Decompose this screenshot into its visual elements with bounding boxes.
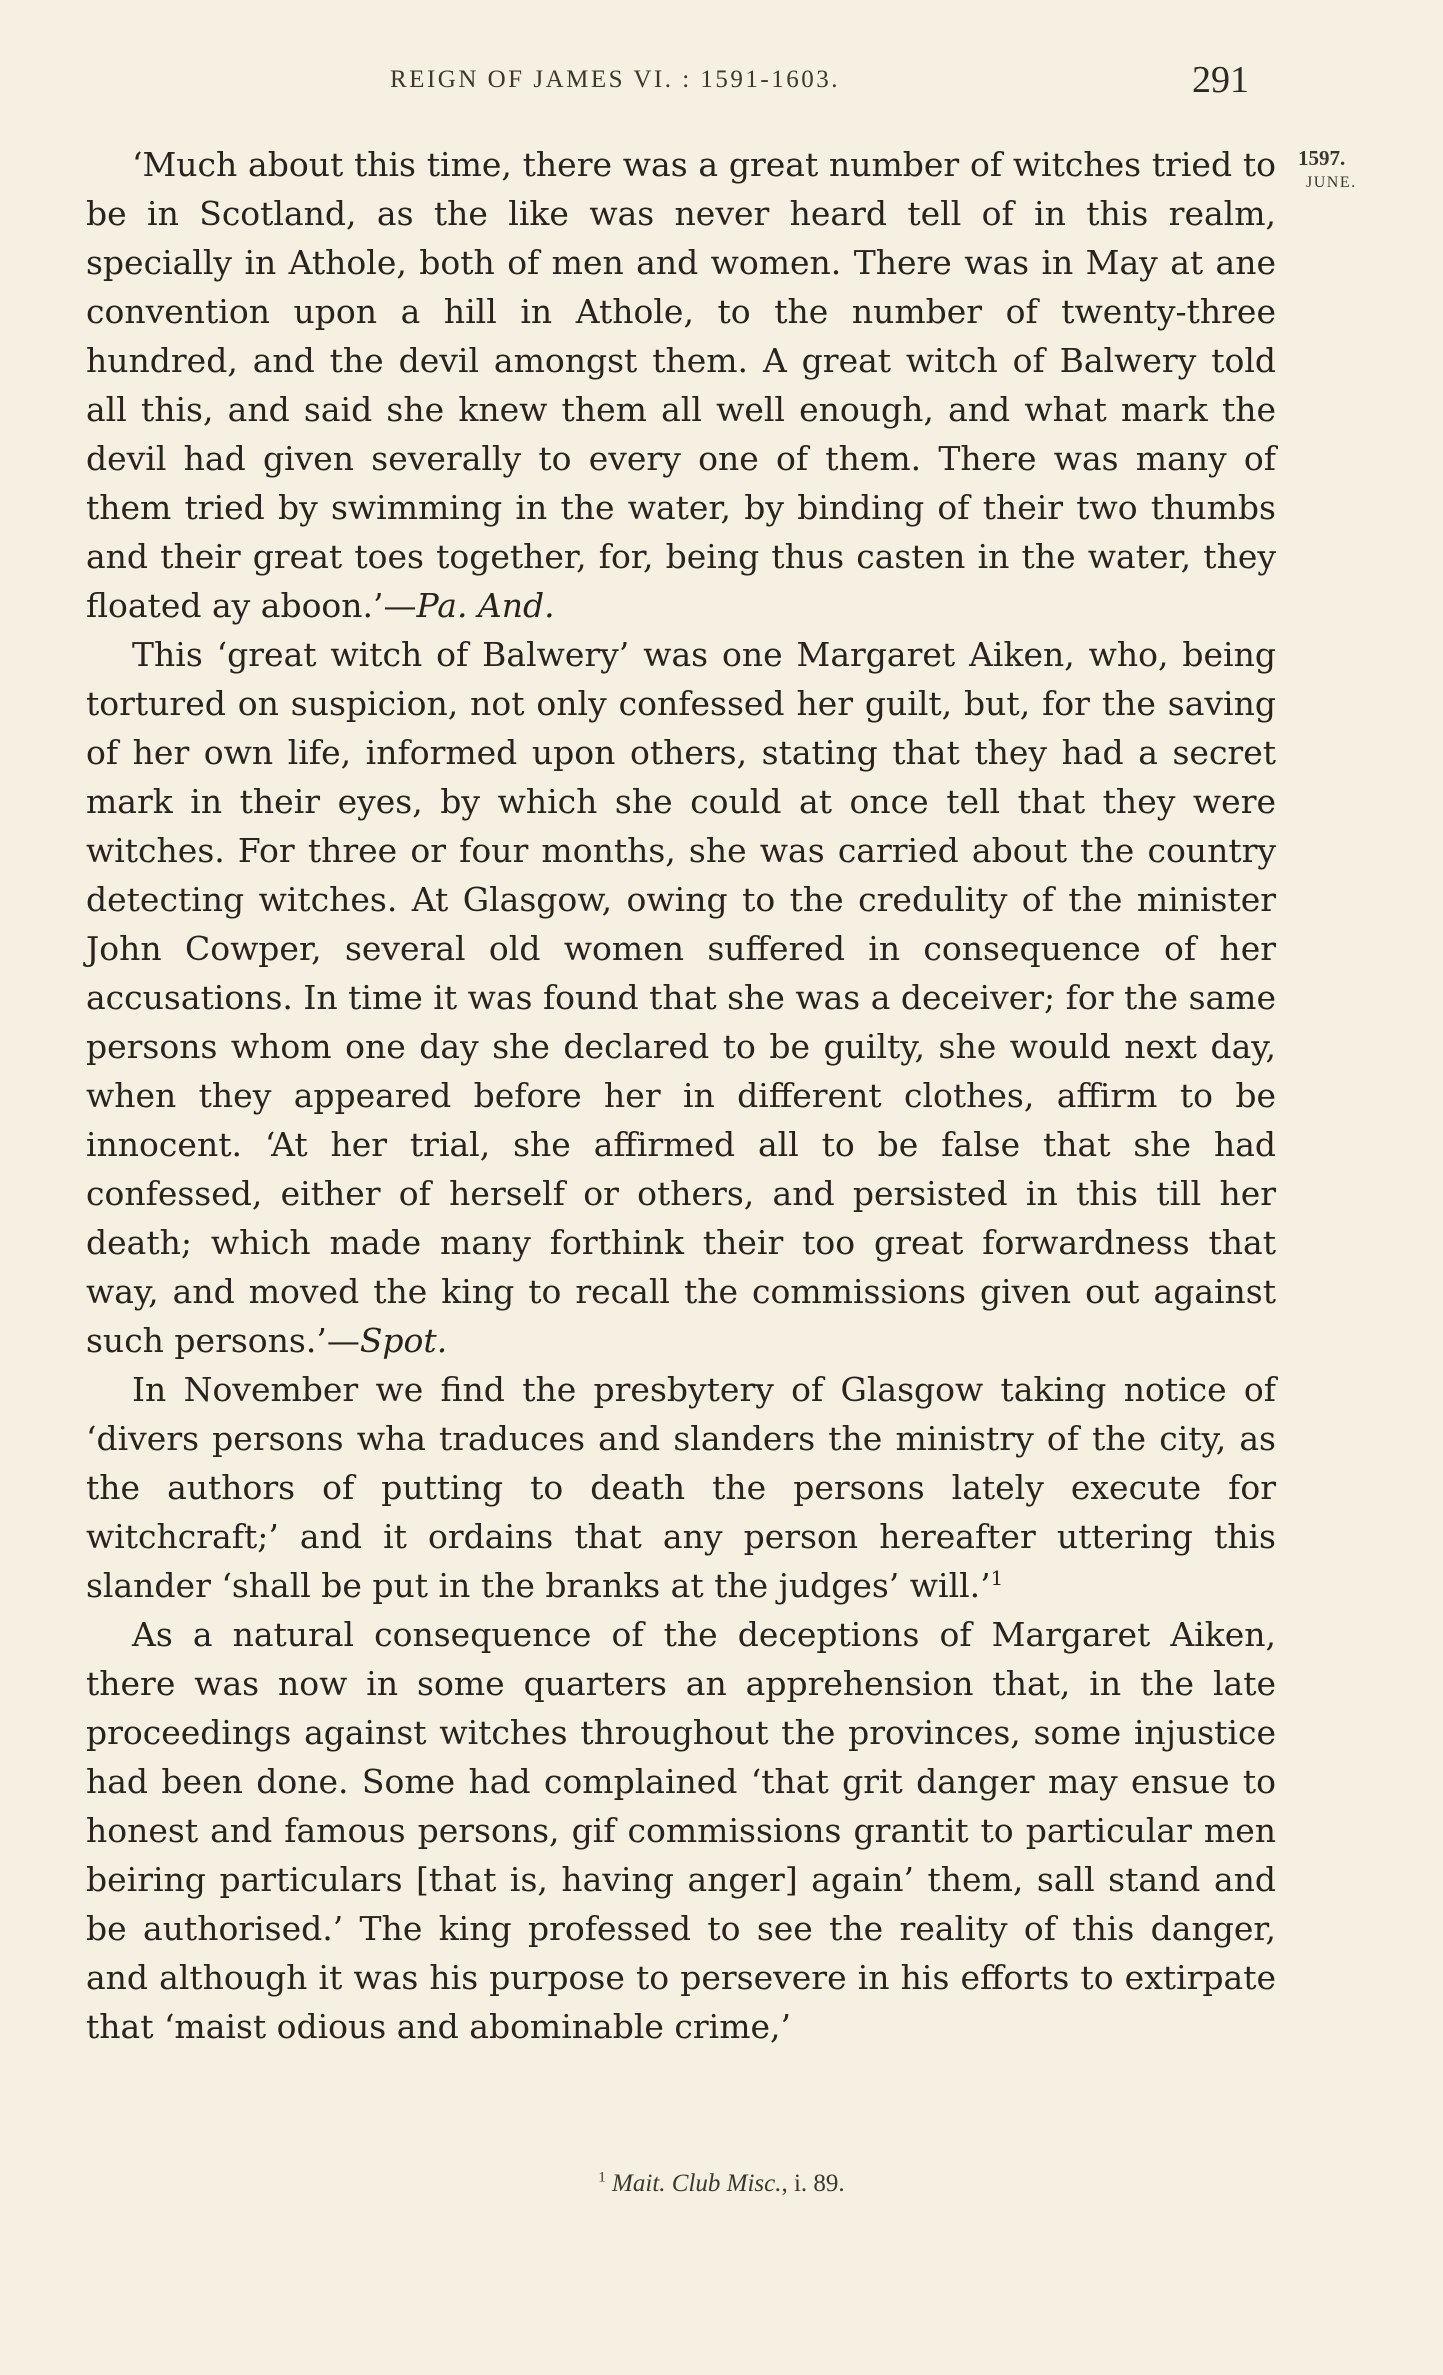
paragraph-text: In November we find the presbytery of Glasgow taking notice of ‘divers persons wha traduces and slanders the ministry of the city, as the authors of putting to death the persons lately execute for witchcraft;’ and it ordains that any person hereafter uttering this slander ‘shall be put in the branks at the judges’ will.’: [86, 1370, 1276, 1605]
margin-month: JUNE.: [1306, 174, 1357, 191]
running-title: REIGN OF JAMES VI. : 1591-1603.: [390, 66, 840, 93]
paragraph-text: This ‘great witch of Balwery’ was one Margaret Aiken, who, being tortured on suspicion, not only confessed her guilt, but, for the saving of her own life, informed upon others, stating that they had a secret mark in their eyes, by which she could at once tell that they were witches. For three or four months, she was carried about the country detecting witches. At Glasgow, owing to the credulity of the minister John Cowper, several old women suffered in consequence of her accusations. In time it was found that she was a deceiver; for the same persons whom one day she declared to be guilty, she would next day, when they appeared before her in different clothes, affirm to be innocent. ‘At her trial, she affirmed all to be false that she had confessed, either of herself or others, and persisted in this till her death; which made many forthink their too great forwardness that way, and moved the king to recall the commissions given out against such persons.’—: [86, 635, 1276, 1360]
source-citation: Spot.: [359, 1321, 448, 1360]
paragraph-text: ‘Much about this time, there was a great number of witches tried to be in Scotland, as the like was never heard tell of in this realm, specially in Athole, both of men and women. There was in May at ane convention upon a hill in Athole, to the number of twenty-three hundred, and the devil amongst them. A great witch of Balwery told all this, and said she knew them all well enough, and what mark the devil had given severally to every one of them. There was many of them tried by swimming in the water, by binding of their two thumbs and their great toes together, for, being thus casten in the water, they floated ay aboon.’—: [86, 145, 1276, 625]
footnote-reference: Mait. Club Misc.: [612, 2170, 782, 2197]
paragraph-4: [86, 1610, 1276, 2051]
paragraph-3: [86, 1365, 1276, 1610]
body-text: [86, 140, 1276, 2051]
page-number: 291: [1192, 59, 1249, 101]
paragraph-text: As a natural consequence of the deceptions of Margaret Aiken, there was now in some quarters an apprehension that, in the late proceedings against witches throughout the provinces, some injustice had been done. Some had complained ‘that grit danger may ensue to honest and famous persons, gif commissions grantit to particular men beiring particulars [that is, having anger] again’ them, sall stand and be authorised.’ The king professed to see the reality of this danger, and although it was his purpose to persevere in his efforts to extirpate that ‘maist odious and abominable crime,’: [86, 1615, 1276, 2046]
paragraph-1: [86, 140, 1276, 630]
footnote-marker: 1: [990, 1567, 1004, 1590]
margin-date-note: [1298, 148, 1357, 191]
footnote-locator: , i. 89.: [781, 2170, 845, 2197]
margin-year: 1597.: [1298, 146, 1346, 170]
paragraph-2: [86, 630, 1276, 1365]
source-citation: Pa. And.: [416, 586, 555, 625]
footnote: [0, 2170, 1443, 2198]
footnote-number: 1: [598, 2169, 606, 2186]
